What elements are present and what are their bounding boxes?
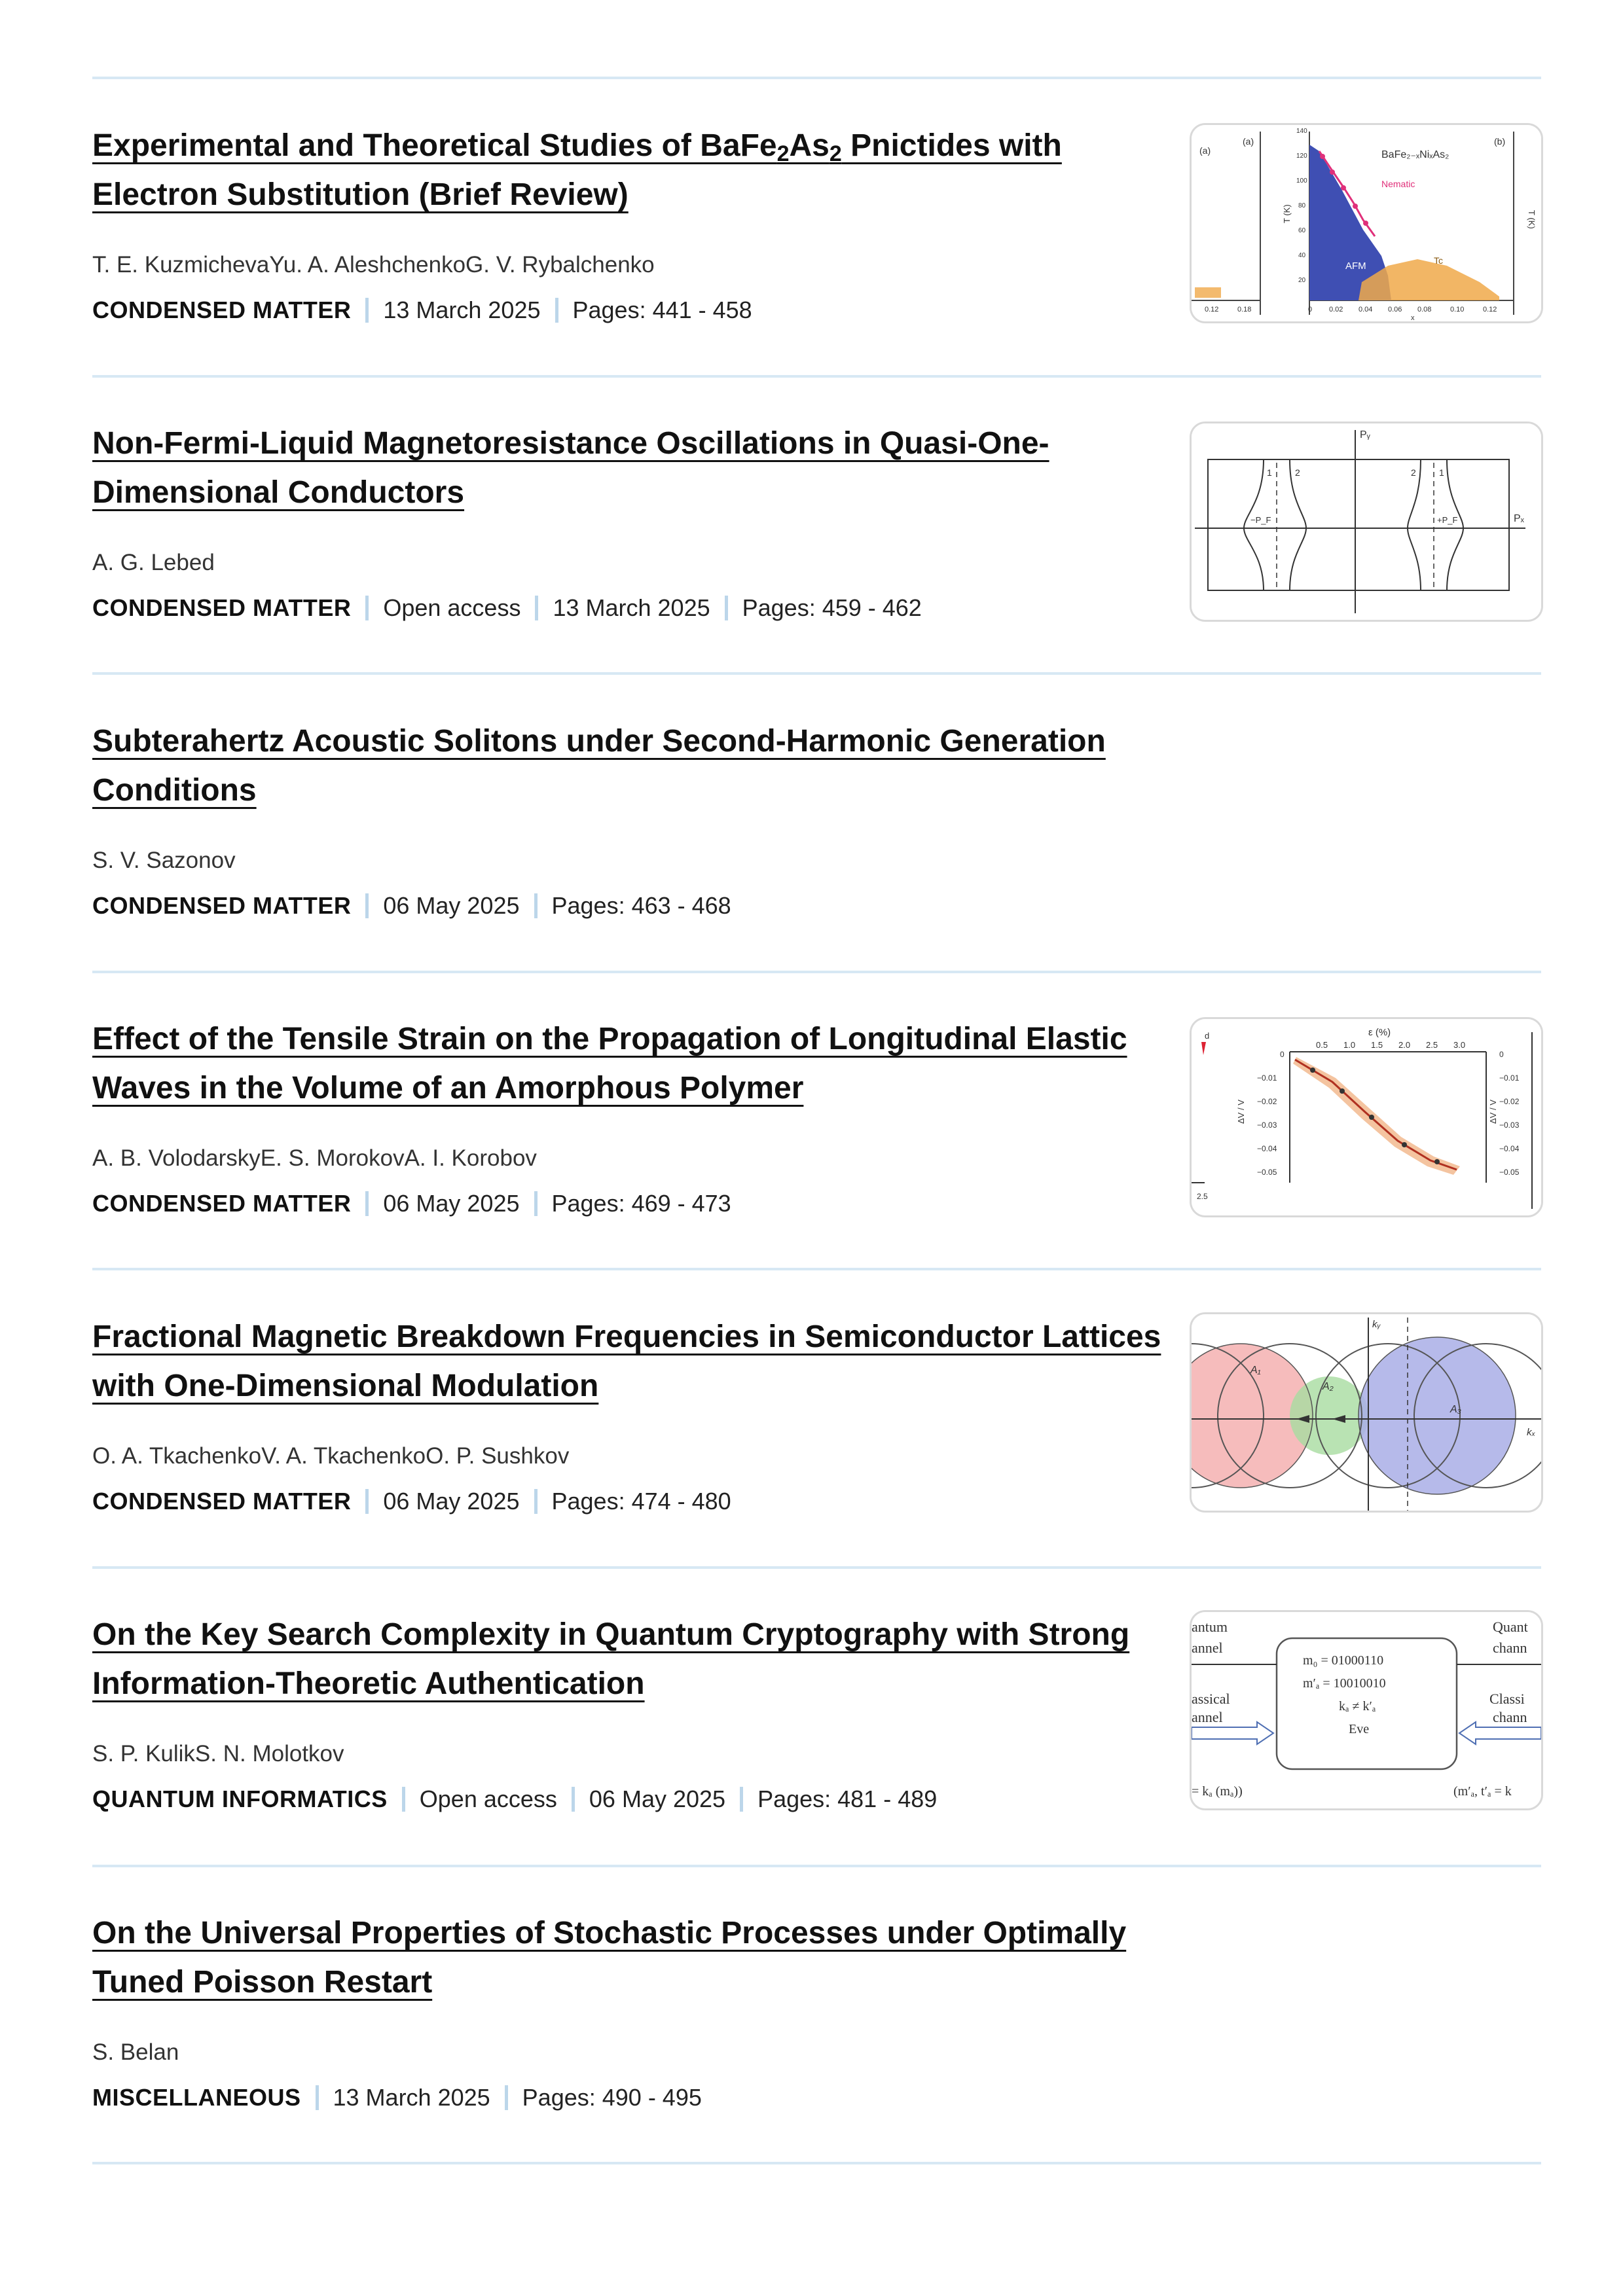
thumb-text: 140	[1296, 128, 1307, 135]
thumb-text: −0.02	[1499, 1097, 1520, 1106]
article-thumbnail[interactable]	[1190, 1312, 1543, 1513]
thumb-text: (a)	[1243, 136, 1254, 147]
thumb-text: Tc	[1434, 255, 1443, 266]
thumb-text: kᵧ	[1372, 1319, 1381, 1330]
thumb-text: 20	[1298, 277, 1306, 284]
article-title-link[interactable]: Effect of the Tensile Strain on the Propagation of Longitudinal Elastic Waves in the Volume of an Amorphous Polymer	[92, 1022, 1127, 1105]
article-date: 13 March 2025	[383, 296, 541, 323]
phase-diagram-figure	[1192, 125, 1541, 321]
article-title-link[interactable]: On the Key Search Complexity in Quantum Cryptography with Strong Information-Theoretic Authentication	[92, 1617, 1130, 1701]
divider	[92, 375, 1541, 378]
article-title-link[interactable]: Fractional Magnetic Breakdown Frequencies in Semiconductor Lattices with One-Dimensional Modulation	[92, 1319, 1161, 1403]
article-authors: O. A. TkachenkoV. A. TkachenkoO. P. Sushkov	[92, 1443, 570, 1469]
thumb-text: kₓ	[1527, 1427, 1536, 1438]
article-pages: Pages: 441 - 458	[572, 296, 752, 323]
article-authors: A. B. VolodarskyE. S. MorokovA. I. Korobov	[92, 1145, 537, 1171]
thumb-text: A₂	[1322, 1381, 1334, 1392]
article-title-link[interactable]: On the Universal Properties of Stochastic Processes under Optimally Tuned Poisson Restart	[92, 1916, 1127, 2000]
meta-separator	[555, 298, 558, 323]
thumb-text: Nematic	[1381, 179, 1415, 189]
thumb-text: BaFe₂₋ₓNiₓAs₂	[1381, 149, 1450, 160]
thumb-text: 0.04	[1359, 306, 1373, 314]
article-meta	[92, 1785, 937, 1813]
thumb-text: (a)	[1199, 145, 1211, 156]
thumb-text: −0.01	[1499, 1073, 1520, 1083]
article-authors: S. V. Sazonov	[92, 848, 236, 873]
article-date: 06 May 2025	[383, 892, 520, 919]
divider	[92, 1865, 1541, 1867]
article-date: 06 May 2025	[383, 1488, 520, 1515]
thumb-text: (m′ₐ, t′ₐ = k	[1453, 1784, 1512, 1799]
thumb-text: ΔV / V	[1488, 1100, 1498, 1124]
thumb-text: 60	[1298, 227, 1306, 234]
thumb-text: 0	[1280, 1050, 1285, 1059]
article-category[interactable]: CONDENSED MATTER	[92, 296, 352, 323]
thumb-text: −0.02	[1257, 1097, 1277, 1106]
eve-attack-figure	[1192, 1612, 1541, 1808]
meta-separator	[365, 298, 369, 323]
thumb-text: Pᵧ	[1360, 429, 1370, 440]
thumb-text: −0.03	[1257, 1121, 1277, 1130]
article-meta	[92, 2084, 702, 2111]
thumb-text: AFM	[1345, 260, 1366, 272]
article-authors: S. Belan	[92, 2039, 179, 2065]
article-meta	[92, 1190, 731, 1217]
article-meta	[92, 892, 731, 920]
article-authors: T. E. KuzmichevaYu. A. AleshchenkoG. V. Rybalchenko	[92, 252, 655, 278]
article-thumbnail[interactable]	[1190, 422, 1543, 622]
thumb-text: 2.5	[1197, 1192, 1208, 1201]
article-category[interactable]: CONDENSED MATTER	[92, 594, 352, 621]
divider	[92, 672, 1541, 675]
thumb-text: 0.18	[1237, 306, 1252, 314]
thumb-text: chann	[1493, 1709, 1527, 1725]
article-pages: Pages: 463 - 468	[551, 892, 731, 919]
thumb-text: d	[1205, 1031, 1210, 1041]
meta-separator	[365, 1191, 369, 1216]
article-authors: A. G. Lebed	[92, 550, 215, 575]
thumb-text: 2	[1411, 467, 1416, 478]
meta-separator	[740, 1787, 743, 1812]
meta-separator	[534, 893, 538, 918]
divider	[92, 2162, 1541, 2164]
thumb-text: 0.5	[1316, 1040, 1328, 1050]
thumb-text: 80	[1298, 202, 1306, 209]
article-pages: Pages: 474 - 480	[551, 1488, 731, 1515]
thumb-text: −0.05	[1257, 1168, 1277, 1177]
thumb-text: Classi	[1489, 1691, 1525, 1707]
strain-plot-figure	[1192, 1019, 1541, 1215]
thumb-text: m′ₐ = 10010010	[1303, 1676, 1386, 1691]
article-thumbnail[interactable]	[1190, 1610, 1543, 1810]
divider	[92, 77, 1541, 79]
thumb-text: 2.5	[1426, 1040, 1438, 1050]
thumb-text: +P_F	[1437, 515, 1458, 525]
article-title-link[interactable]: Subterahertz Acoustic Solitons under Second-Harmonic Generation Conditions	[92, 724, 1106, 808]
article-meta	[92, 296, 752, 324]
meta-separator	[725, 596, 728, 620]
thumb-text: ΔV / V	[1236, 1100, 1246, 1124]
meta-separator	[365, 893, 369, 918]
article-category[interactable]: CONDENSED MATTER	[92, 892, 352, 919]
article-pages: Pages: 490 - 495	[522, 2084, 702, 2111]
thumb-text: A₁	[1250, 1365, 1261, 1376]
thumb-text: 2	[1295, 467, 1300, 478]
thumb-text: T (K)	[1527, 210, 1537, 229]
meta-separator	[365, 596, 369, 620]
thumb-text: 0.10	[1450, 306, 1465, 314]
article-authors: S. P. KulikS. N. Molotkov	[92, 1741, 344, 1767]
thumb-text: 0.06	[1388, 306, 1402, 314]
thumb-text: 100	[1296, 177, 1307, 185]
article-title-link[interactable]: Non-Fermi-Liquid Magnetoresistance Oscillations in Quasi-One-Dimensional Conductors	[92, 426, 1049, 510]
thumb-text: 120	[1296, 152, 1307, 160]
thumb-text: T (K)	[1282, 204, 1292, 223]
thumb-text: antum	[1192, 1619, 1228, 1635]
thumb-text: −0.04	[1499, 1144, 1520, 1153]
thumb-text: 1	[1267, 467, 1272, 478]
thumb-text: m₀ = 01000110	[1303, 1653, 1384, 1668]
thumb-text: −P_F	[1250, 515, 1271, 525]
thumb-text: assical	[1192, 1691, 1230, 1707]
article-access: Open access	[383, 594, 521, 621]
thumb-text: 40	[1298, 252, 1306, 259]
thumb-text: A₃	[1450, 1404, 1462, 1415]
article-pages: Pages: 481 - 489	[757, 1785, 938, 1812]
article-date: 06 May 2025	[383, 1190, 520, 1217]
article-category[interactable]: CONDENSED MATTER	[92, 1488, 352, 1515]
meta-separator	[402, 1787, 405, 1812]
fermi-surface-figure	[1192, 423, 1541, 620]
thumb-text: 1.0	[1343, 1040, 1356, 1050]
thumb-text: kₐ ≠ k′ₐ	[1339, 1699, 1376, 1713]
meta-separator	[534, 1489, 538, 1514]
divider	[92, 1268, 1541, 1270]
thumb-text: −0.05	[1499, 1168, 1520, 1177]
thumb-text: −0.04	[1257, 1144, 1277, 1153]
article-access: Open access	[419, 1785, 557, 1812]
article-pages: Pages: 469 - 473	[551, 1190, 731, 1217]
article-date: 06 May 2025	[589, 1785, 726, 1812]
article-category[interactable]: QUANTUM INFORMATICS	[92, 1785, 388, 1812]
meta-separator	[365, 1489, 369, 1514]
thumb-text: (b)	[1494, 136, 1506, 147]
thumb-text: annel	[1192, 1640, 1223, 1656]
meta-separator	[505, 2085, 508, 2110]
divider	[92, 971, 1541, 973]
article-date: 13 March 2025	[333, 2084, 490, 2111]
thumb-text: −0.01	[1257, 1073, 1277, 1083]
thumb-text: 3.0	[1453, 1040, 1466, 1050]
thumb-text: 0.12	[1205, 306, 1219, 314]
thumb-text: 0.02	[1329, 306, 1343, 314]
thumb-text: chann	[1493, 1640, 1527, 1656]
meta-separator	[316, 2085, 319, 2110]
thumb-text: 1	[1439, 467, 1444, 478]
thumb-text: 2.0	[1398, 1040, 1411, 1050]
article-meta	[92, 1488, 731, 1515]
thumb-text: = kₐ (mₐ))	[1192, 1784, 1243, 1799]
meta-separator	[535, 596, 538, 620]
thumb-text: 0.08	[1417, 306, 1432, 314]
article-category[interactable]: MISCELLANEOUS	[92, 2084, 301, 2111]
breakdown-orbits-figure	[1192, 1314, 1541, 1511]
thumb-text: Pₓ	[1514, 513, 1524, 524]
thumb-text: annel	[1192, 1709, 1223, 1725]
article-pages: Pages: 459 - 462	[742, 594, 922, 621]
article-title-link[interactable]: Experimental and Theoretical Studies of $BaFe_2As_2$ Pnictides with Electron Substitution (Brief Review)	[92, 128, 1062, 212]
thumb-text: 0	[1308, 306, 1313, 314]
thumb-text: Quant	[1493, 1619, 1528, 1635]
divider	[92, 1566, 1541, 1569]
meta-separator	[534, 1191, 538, 1216]
thumb-text: Eve	[1349, 1722, 1370, 1736]
meta-separator	[572, 1787, 575, 1812]
thumb-text: 1.5	[1371, 1040, 1383, 1050]
thumb-text: 0	[1499, 1050, 1504, 1059]
thumb-text: ε (%)	[1368, 1027, 1391, 1038]
article-thumbnail[interactable]	[1190, 1017, 1543, 1217]
article-thumbnail[interactable]	[1190, 123, 1543, 323]
thumb-text: 0.12	[1483, 306, 1497, 314]
thumb-text: x	[1411, 314, 1415, 321]
article-date: 13 March 2025	[553, 594, 710, 621]
article-meta	[92, 594, 922, 622]
thumb-text: −0.03	[1499, 1121, 1520, 1130]
article-category[interactable]: CONDENSED MATTER	[92, 1190, 352, 1217]
